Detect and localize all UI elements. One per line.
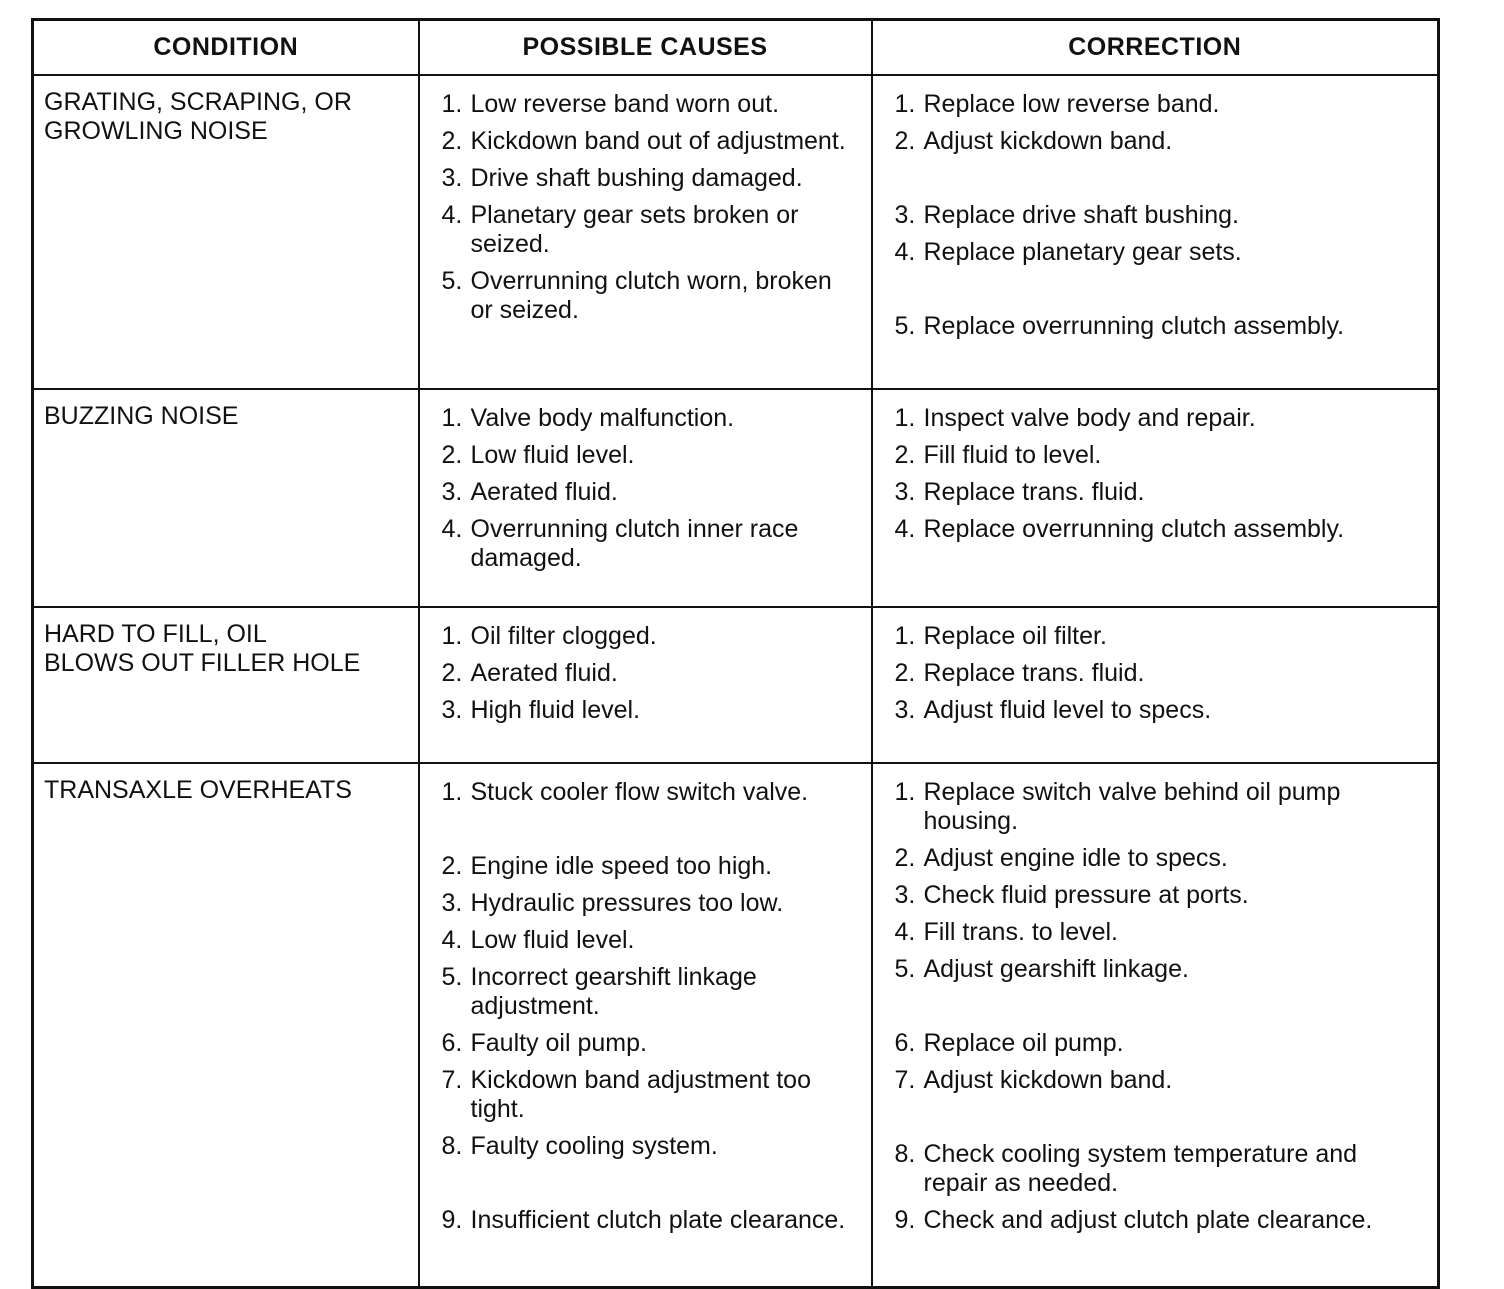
item-number: 3. — [441, 164, 463, 192]
cause-item — [442, 201, 857, 259]
cause-text: Faulty oil pump. — [470, 1029, 647, 1057]
item-number: 5. — [441, 963, 463, 991]
cause-text: Aerated fluid. — [470, 659, 618, 687]
condition-cell — [33, 607, 419, 763]
cause-item — [442, 164, 857, 193]
item-number: 3. — [441, 889, 463, 917]
correction-item — [895, 441, 1424, 470]
item-number: 2. — [894, 659, 916, 687]
correction-text: Replace overrunning clutch assembly. — [923, 312, 1345, 340]
cause-text: Drive shaft bushing damaged. — [470, 164, 803, 192]
correction-cell — [872, 75, 1439, 389]
correction-item — [895, 127, 1424, 156]
correction-text: Replace oil filter. — [923, 622, 1107, 650]
cause-text: Faulty cooling system. — [470, 1132, 718, 1160]
correction-item — [895, 238, 1424, 267]
cause-item — [442, 1066, 857, 1124]
item-number: 1. — [894, 778, 916, 806]
correction-text: Replace oil pump. — [923, 1029, 1124, 1057]
causes-cell — [419, 763, 872, 1288]
item-number: 6. — [441, 1029, 463, 1057]
correction-text: Fill fluid to level. — [923, 441, 1102, 469]
item-number: 2. — [894, 844, 916, 872]
cause-item — [442, 852, 857, 881]
cause-text: Incorrect gearshift linkage adjustment. — [470, 963, 757, 1020]
correction-cell — [872, 763, 1439, 1288]
header-row — [33, 20, 1439, 76]
cause-item — [442, 515, 857, 573]
correction-item — [895, 478, 1424, 507]
correction-text: Check fluid pressure at ports. — [923, 881, 1249, 909]
cause-text: Aerated fluid. — [470, 478, 618, 506]
correction-item — [895, 955, 1424, 984]
cause-item — [442, 1206, 857, 1235]
causes-cell — [419, 607, 872, 763]
diagnosis-table — [31, 18, 1440, 1289]
item-number: 8. — [441, 1132, 463, 1160]
condition-cell — [33, 389, 419, 607]
correction-text: Replace trans. fluid. — [923, 478, 1145, 506]
cause-text: Overrunning clutch worn, broken or seized. — [470, 267, 832, 324]
cause-item — [442, 90, 857, 119]
correction-item — [895, 312, 1424, 341]
correction-text: Adjust fluid level to specs. — [923, 696, 1212, 724]
cause-text: Stuck cooler flow switch valve. — [470, 778, 809, 806]
item-number: 9. — [441, 1206, 463, 1234]
item-number: 7. — [441, 1066, 463, 1094]
cause-text: Kickdown band adjustment too tight. — [470, 1066, 811, 1123]
item-number: 2. — [441, 127, 463, 155]
item-number: 4. — [441, 201, 463, 229]
correction-item — [895, 778, 1424, 836]
cause-text: Planetary gear sets broken or seized. — [470, 201, 799, 258]
cause-item — [442, 963, 857, 1021]
condition-cell — [33, 763, 419, 1288]
correction-text: Check and adjust clutch plate clearance. — [923, 1206, 1373, 1234]
cause-item — [442, 696, 857, 725]
condition-text: TRANSAXLE OVERHEATS — [44, 776, 352, 804]
causes-cell — [419, 75, 872, 389]
cause-item — [442, 478, 857, 507]
item-number: 2. — [441, 441, 463, 469]
item-number: 2. — [441, 659, 463, 687]
correction-text: Replace switch valve behind oil pump housing. — [923, 778, 1341, 835]
correction-item — [895, 90, 1424, 119]
item-number: 4. — [894, 918, 916, 946]
table-row — [33, 763, 1439, 1288]
correction-cell — [872, 607, 1439, 763]
correction-text: Replace trans. fluid. — [923, 659, 1145, 687]
item-number: 4. — [894, 515, 916, 543]
item-number: 8. — [894, 1140, 916, 1168]
cause-text: High fluid level. — [470, 696, 641, 724]
item-number: 1. — [894, 404, 916, 432]
cause-text: Insufficient clutch plate clearance. — [470, 1206, 846, 1234]
condition-text: HARD TO FILL, OIL BLOWS OUT FILLER HOLE — [44, 620, 361, 677]
correction-item — [895, 515, 1424, 544]
cause-text: Overrunning clutch inner race damaged. — [470, 515, 799, 572]
correction-text: Adjust kickdown band. — [923, 127, 1173, 155]
item-number: 2. — [894, 127, 916, 155]
correction-text: Fill trans. to level. — [923, 918, 1119, 946]
item-number: 3. — [894, 881, 916, 909]
causes-cell — [419, 389, 872, 607]
cause-text: Kickdown band out of adjustment. — [470, 127, 846, 155]
cause-item — [442, 1029, 857, 1058]
item-number: 4. — [894, 238, 916, 266]
cause-item — [442, 778, 857, 807]
correction-cell — [872, 389, 1439, 607]
correction-item — [895, 622, 1424, 651]
cause-text: Engine idle speed too high. — [470, 852, 773, 880]
correction-text: Replace low reverse band. — [923, 90, 1220, 118]
cause-item — [442, 404, 857, 433]
condition-text: BUZZING NOISE — [44, 402, 239, 430]
cause-text: Valve body malfunction. — [470, 404, 735, 432]
correction-text: Check cooling system temperature and repair as needed. — [923, 1140, 1358, 1197]
cause-item — [442, 127, 857, 156]
item-number: 3. — [441, 478, 463, 506]
correction-text: Inspect valve body and repair. — [923, 404, 1256, 432]
correction-item — [895, 201, 1424, 230]
correction-item — [895, 659, 1424, 688]
correction-text: Replace overrunning clutch assembly. — [923, 515, 1345, 543]
item-number: 7. — [894, 1066, 916, 1094]
header-correction: CORRECTION — [872, 20, 1439, 76]
correction-item — [895, 918, 1424, 947]
cause-text: Oil filter clogged. — [470, 622, 657, 650]
header-possible-causes: POSSIBLE CAUSES — [419, 20, 872, 76]
header-condition: CONDITION — [33, 20, 419, 76]
table-row — [33, 75, 1439, 389]
cause-item — [442, 1132, 857, 1161]
item-number: 2. — [894, 441, 916, 469]
cause-item — [442, 441, 857, 470]
item-number: 4. — [441, 515, 463, 543]
correction-text: Adjust engine idle to specs. — [923, 844, 1228, 872]
table-row — [33, 389, 1439, 607]
item-number: 1. — [894, 90, 916, 118]
cause-item — [442, 889, 857, 918]
item-number: 1. — [441, 622, 463, 650]
correction-item — [895, 696, 1424, 725]
item-number: 9. — [894, 1206, 916, 1234]
item-number: 2. — [441, 852, 463, 880]
item-number: 1. — [441, 404, 463, 432]
correction-item — [895, 1140, 1424, 1198]
item-number: 1. — [441, 90, 463, 118]
table-row — [33, 607, 1439, 763]
cause-item — [442, 659, 857, 688]
item-number: 3. — [894, 696, 916, 724]
correction-item — [895, 1206, 1424, 1235]
item-number: 6. — [894, 1029, 916, 1057]
correction-item — [895, 881, 1424, 910]
item-number: 3. — [441, 696, 463, 724]
item-number: 3. — [894, 478, 916, 506]
item-number: 4. — [441, 926, 463, 954]
item-number: 1. — [441, 778, 463, 806]
item-number: 3. — [894, 201, 916, 229]
correction-item — [895, 1066, 1424, 1095]
cause-item — [442, 622, 857, 651]
item-number: 5. — [894, 955, 916, 983]
item-number: 5. — [894, 312, 916, 340]
correction-item — [895, 844, 1424, 873]
cause-item — [442, 926, 857, 955]
cause-item — [442, 267, 857, 325]
item-number: 5. — [441, 267, 463, 295]
cause-text: Hydraulic pressures too low. — [470, 889, 784, 917]
item-number: 1. — [894, 622, 916, 650]
correction-item — [895, 404, 1424, 433]
condition-text: GRATING, SCRAPING, OR GROWLING NOISE — [44, 88, 352, 145]
condition-cell — [33, 75, 419, 389]
cause-text: Low fluid level. — [470, 926, 635, 954]
cause-text: Low reverse band worn out. — [470, 90, 780, 118]
correction-item — [895, 1029, 1424, 1058]
correction-text: Adjust gearshift linkage. — [923, 955, 1189, 983]
cause-text: Low fluid level. — [470, 441, 635, 469]
correction-text: Replace planetary gear sets. — [923, 238, 1242, 266]
correction-text: Replace drive shaft bushing. — [923, 201, 1239, 229]
correction-text: Adjust kickdown band. — [923, 1066, 1173, 1094]
